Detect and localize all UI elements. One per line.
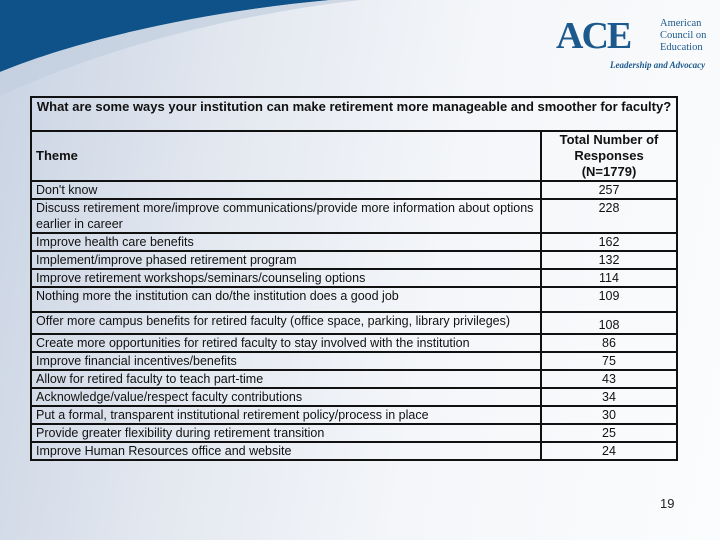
table-row: Offer more campus benefits for retired faculty (office space, parking, library privileges) 108 <box>31 312 677 334</box>
table-row: Put a formal, transparent institutional retirement policy/process in place 30 <box>31 406 677 424</box>
table-title: What are some ways your institution can make retirement more manageable and smoother for faculty? <box>31 97 677 131</box>
logo-org-name: American Council on Education <box>660 18 707 53</box>
table-row: Allow for retired faculty to teach part-time 43 <box>31 370 677 388</box>
table-row: Implement/improve phased retirement program 132 <box>31 251 677 269</box>
table-row: Don't know 257 <box>31 181 677 199</box>
ace-logo <box>552 12 712 72</box>
table-title-row <box>31 97 677 131</box>
logo-mark: ACE <box>556 15 631 57</box>
table-row: Improve financial incentives/benefits 75 <box>31 352 677 370</box>
table-row: Create more opportunities for retired faculty to stay involved with the institution 86 <box>31 334 677 352</box>
theme-column-header: Theme <box>31 131 541 181</box>
table-row: Improve retirement workshops/seminars/counseling options 114 <box>31 269 677 287</box>
table-row: Acknowledge/value/respect faculty contributions 34 <box>31 388 677 406</box>
count-column-header: Total Number of Responses (N=1779) <box>541 131 677 181</box>
responses-table <box>30 96 678 461</box>
table-row: Nothing more the institution can do/the institution does a good job 109 <box>31 287 677 312</box>
page-number: 19 <box>660 496 675 511</box>
logo-tagline: Leadership and Advocacy <box>610 60 706 70</box>
table-row: Improve Human Resources office and website 24 <box>31 442 677 460</box>
table-row: Improve health care benefits 162 <box>31 233 677 251</box>
table-header-row <box>31 131 677 181</box>
table-row: Provide greater flexibility during retirement transition 25 <box>31 424 677 442</box>
table-row: Discuss retirement more/improve communications/provide more information about options earlier in career 228 <box>31 199 677 233</box>
